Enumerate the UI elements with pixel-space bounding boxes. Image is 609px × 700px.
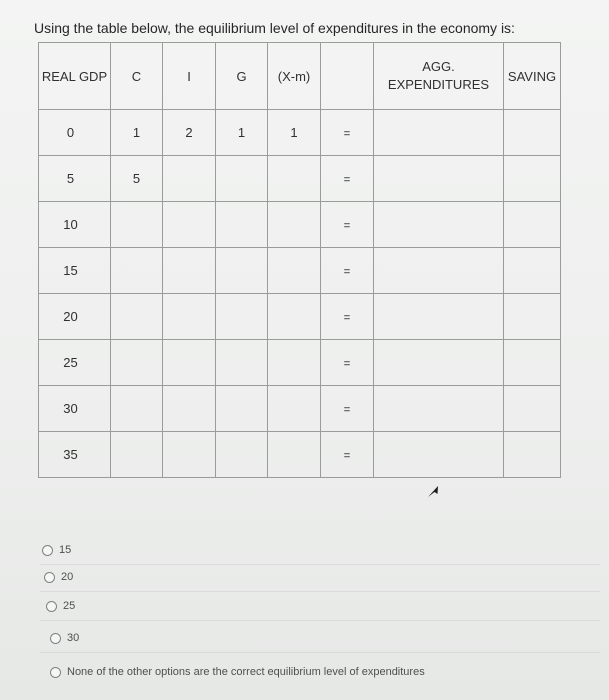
cell-agg[interactable]	[374, 156, 504, 202]
cell-gdp	[39, 432, 111, 478]
cell-value: =	[343, 358, 351, 370]
option-divider	[40, 564, 600, 565]
cell-value: 1	[290, 125, 298, 140]
answer-option-5[interactable]	[50, 666, 425, 678]
cell-value: 10	[63, 217, 78, 232]
table-row	[39, 110, 561, 156]
radio-button[interactable]	[44, 572, 55, 583]
cell-value: 2	[185, 125, 193, 140]
option-divider	[40, 591, 600, 592]
cell-eq[interactable]	[321, 156, 374, 202]
cell-agg[interactable]	[374, 386, 504, 432]
cell-c[interactable]	[111, 294, 163, 340]
table-row	[39, 432, 561, 478]
cell-agg[interactable]	[374, 110, 504, 156]
cell-value: =	[343, 450, 351, 462]
option-divider	[40, 620, 600, 621]
cell-eq[interactable]	[321, 294, 374, 340]
cell-value: =	[343, 266, 351, 278]
header-x-m: (X-m)	[268, 43, 321, 110]
cell-agg[interactable]	[374, 294, 504, 340]
cell-c[interactable]	[111, 110, 163, 156]
cell-gdp	[39, 340, 111, 386]
header-saving: SAVING	[504, 43, 561, 110]
table-row	[39, 386, 561, 432]
cell-agg[interactable]	[374, 432, 504, 478]
cell-value: =	[343, 404, 351, 416]
cell-agg[interactable]	[374, 202, 504, 248]
cell-value: 15	[63, 263, 78, 278]
answer-option-label: 25	[63, 600, 76, 612]
cell-eq[interactable]	[321, 248, 374, 294]
header-i: I	[163, 43, 216, 110]
cell-g[interactable]	[216, 110, 268, 156]
cell-agg[interactable]	[374, 340, 504, 386]
cell-c[interactable]	[111, 432, 163, 478]
cell-gdp	[39, 294, 111, 340]
cell-g[interactable]	[216, 156, 268, 202]
cell-saving[interactable]	[504, 110, 561, 156]
cell-value: 1	[132, 125, 141, 140]
cell-gdp	[39, 386, 111, 432]
cell-gdp	[39, 110, 111, 156]
header-blank	[321, 43, 374, 110]
answer-option-2[interactable]	[44, 571, 73, 583]
cell-gdp	[39, 202, 111, 248]
radio-button[interactable]	[46, 601, 57, 612]
header-agg-expenditures	[374, 43, 504, 110]
answer-option-label: 15	[59, 544, 72, 556]
cell-x-m[interactable]	[268, 110, 321, 156]
cell-x-m[interactable]	[268, 432, 321, 478]
cell-agg[interactable]	[374, 248, 504, 294]
cell-value: 25	[63, 355, 78, 370]
cell-x-m[interactable]	[268, 156, 321, 202]
answer-option-label: 30	[67, 632, 80, 644]
cell-eq[interactable]	[321, 386, 374, 432]
cell-eq[interactable]	[321, 202, 374, 248]
cell-i[interactable]	[163, 248, 216, 294]
cell-i[interactable]	[163, 202, 216, 248]
cell-value: 35	[63, 447, 78, 462]
header-agg-line1: AGG.	[422, 59, 455, 74]
cell-saving[interactable]	[504, 202, 561, 248]
radio-button[interactable]	[50, 633, 61, 644]
radio-button[interactable]	[42, 545, 53, 556]
cell-x-m[interactable]	[268, 294, 321, 340]
header-real-gdp: REAL GDP	[39, 43, 111, 110]
cell-gdp	[39, 248, 111, 294]
cell-x-m[interactable]	[268, 202, 321, 248]
cell-c[interactable]	[111, 386, 163, 432]
cell-c[interactable]	[111, 340, 163, 386]
answer-option-label: 20	[61, 571, 74, 583]
cell-eq[interactable]	[321, 432, 374, 478]
cell-saving[interactable]	[504, 248, 561, 294]
table-row	[39, 340, 561, 386]
cell-g[interactable]	[216, 386, 268, 432]
cell-value: 1	[237, 125, 246, 140]
mouse-pointer-icon	[426, 484, 440, 498]
cell-c[interactable]	[111, 202, 163, 248]
header-c: C	[111, 43, 163, 110]
cell-value: =	[343, 312, 351, 324]
cell-saving[interactable]	[504, 432, 561, 478]
header-g: G	[216, 43, 268, 110]
cell-saving[interactable]	[504, 386, 561, 432]
table-row	[39, 156, 561, 202]
cell-i[interactable]	[163, 294, 216, 340]
cell-value: 30	[63, 401, 78, 416]
radio-button[interactable]	[50, 667, 61, 678]
cell-value: 5	[66, 171, 75, 186]
cell-g[interactable]	[216, 340, 268, 386]
table-row	[39, 202, 561, 248]
expenditure-table	[38, 42, 561, 478]
cell-g[interactable]	[216, 248, 268, 294]
option-divider	[40, 652, 600, 653]
cell-i[interactable]	[163, 432, 216, 478]
cell-saving[interactable]	[504, 340, 561, 386]
answer-option-1[interactable]	[42, 544, 71, 556]
cell-value: =	[343, 174, 351, 186]
cell-c[interactable]	[111, 248, 163, 294]
cell-g[interactable]	[216, 294, 268, 340]
cell-eq[interactable]	[321, 340, 374, 386]
cell-c[interactable]	[111, 156, 163, 202]
cell-value: 0	[66, 125, 75, 140]
cell-i[interactable]	[163, 156, 216, 202]
cell-i[interactable]	[163, 110, 216, 156]
cell-eq[interactable]	[321, 110, 374, 156]
cell-value: 20	[63, 309, 78, 324]
question-text: Using the table below, the equilibrium level of expenditures in the economy is:	[34, 20, 515, 36]
table-row	[39, 294, 561, 340]
answer-option-4[interactable]	[50, 632, 79, 644]
cell-saving[interactable]	[504, 294, 561, 340]
cell-x-m[interactable]	[268, 386, 321, 432]
cell-gdp	[39, 156, 111, 202]
cell-value: =	[343, 128, 351, 140]
cell-x-m[interactable]	[268, 248, 321, 294]
cell-x-m[interactable]	[268, 340, 321, 386]
cell-value: 5	[132, 171, 141, 186]
answer-option-label: None of the other options are the correct equilibrium level of expenditures	[67, 666, 425, 678]
answer-option-3[interactable]	[46, 600, 75, 612]
cell-value: =	[343, 220, 351, 232]
cell-g[interactable]	[216, 202, 268, 248]
cell-i[interactable]	[163, 386, 216, 432]
cell-g[interactable]	[216, 432, 268, 478]
cell-i[interactable]	[163, 340, 216, 386]
header-agg-line2: EXPENDITURES	[387, 77, 490, 92]
cell-saving[interactable]	[504, 156, 561, 202]
table-row	[39, 248, 561, 294]
table-header-row	[39, 43, 561, 110]
